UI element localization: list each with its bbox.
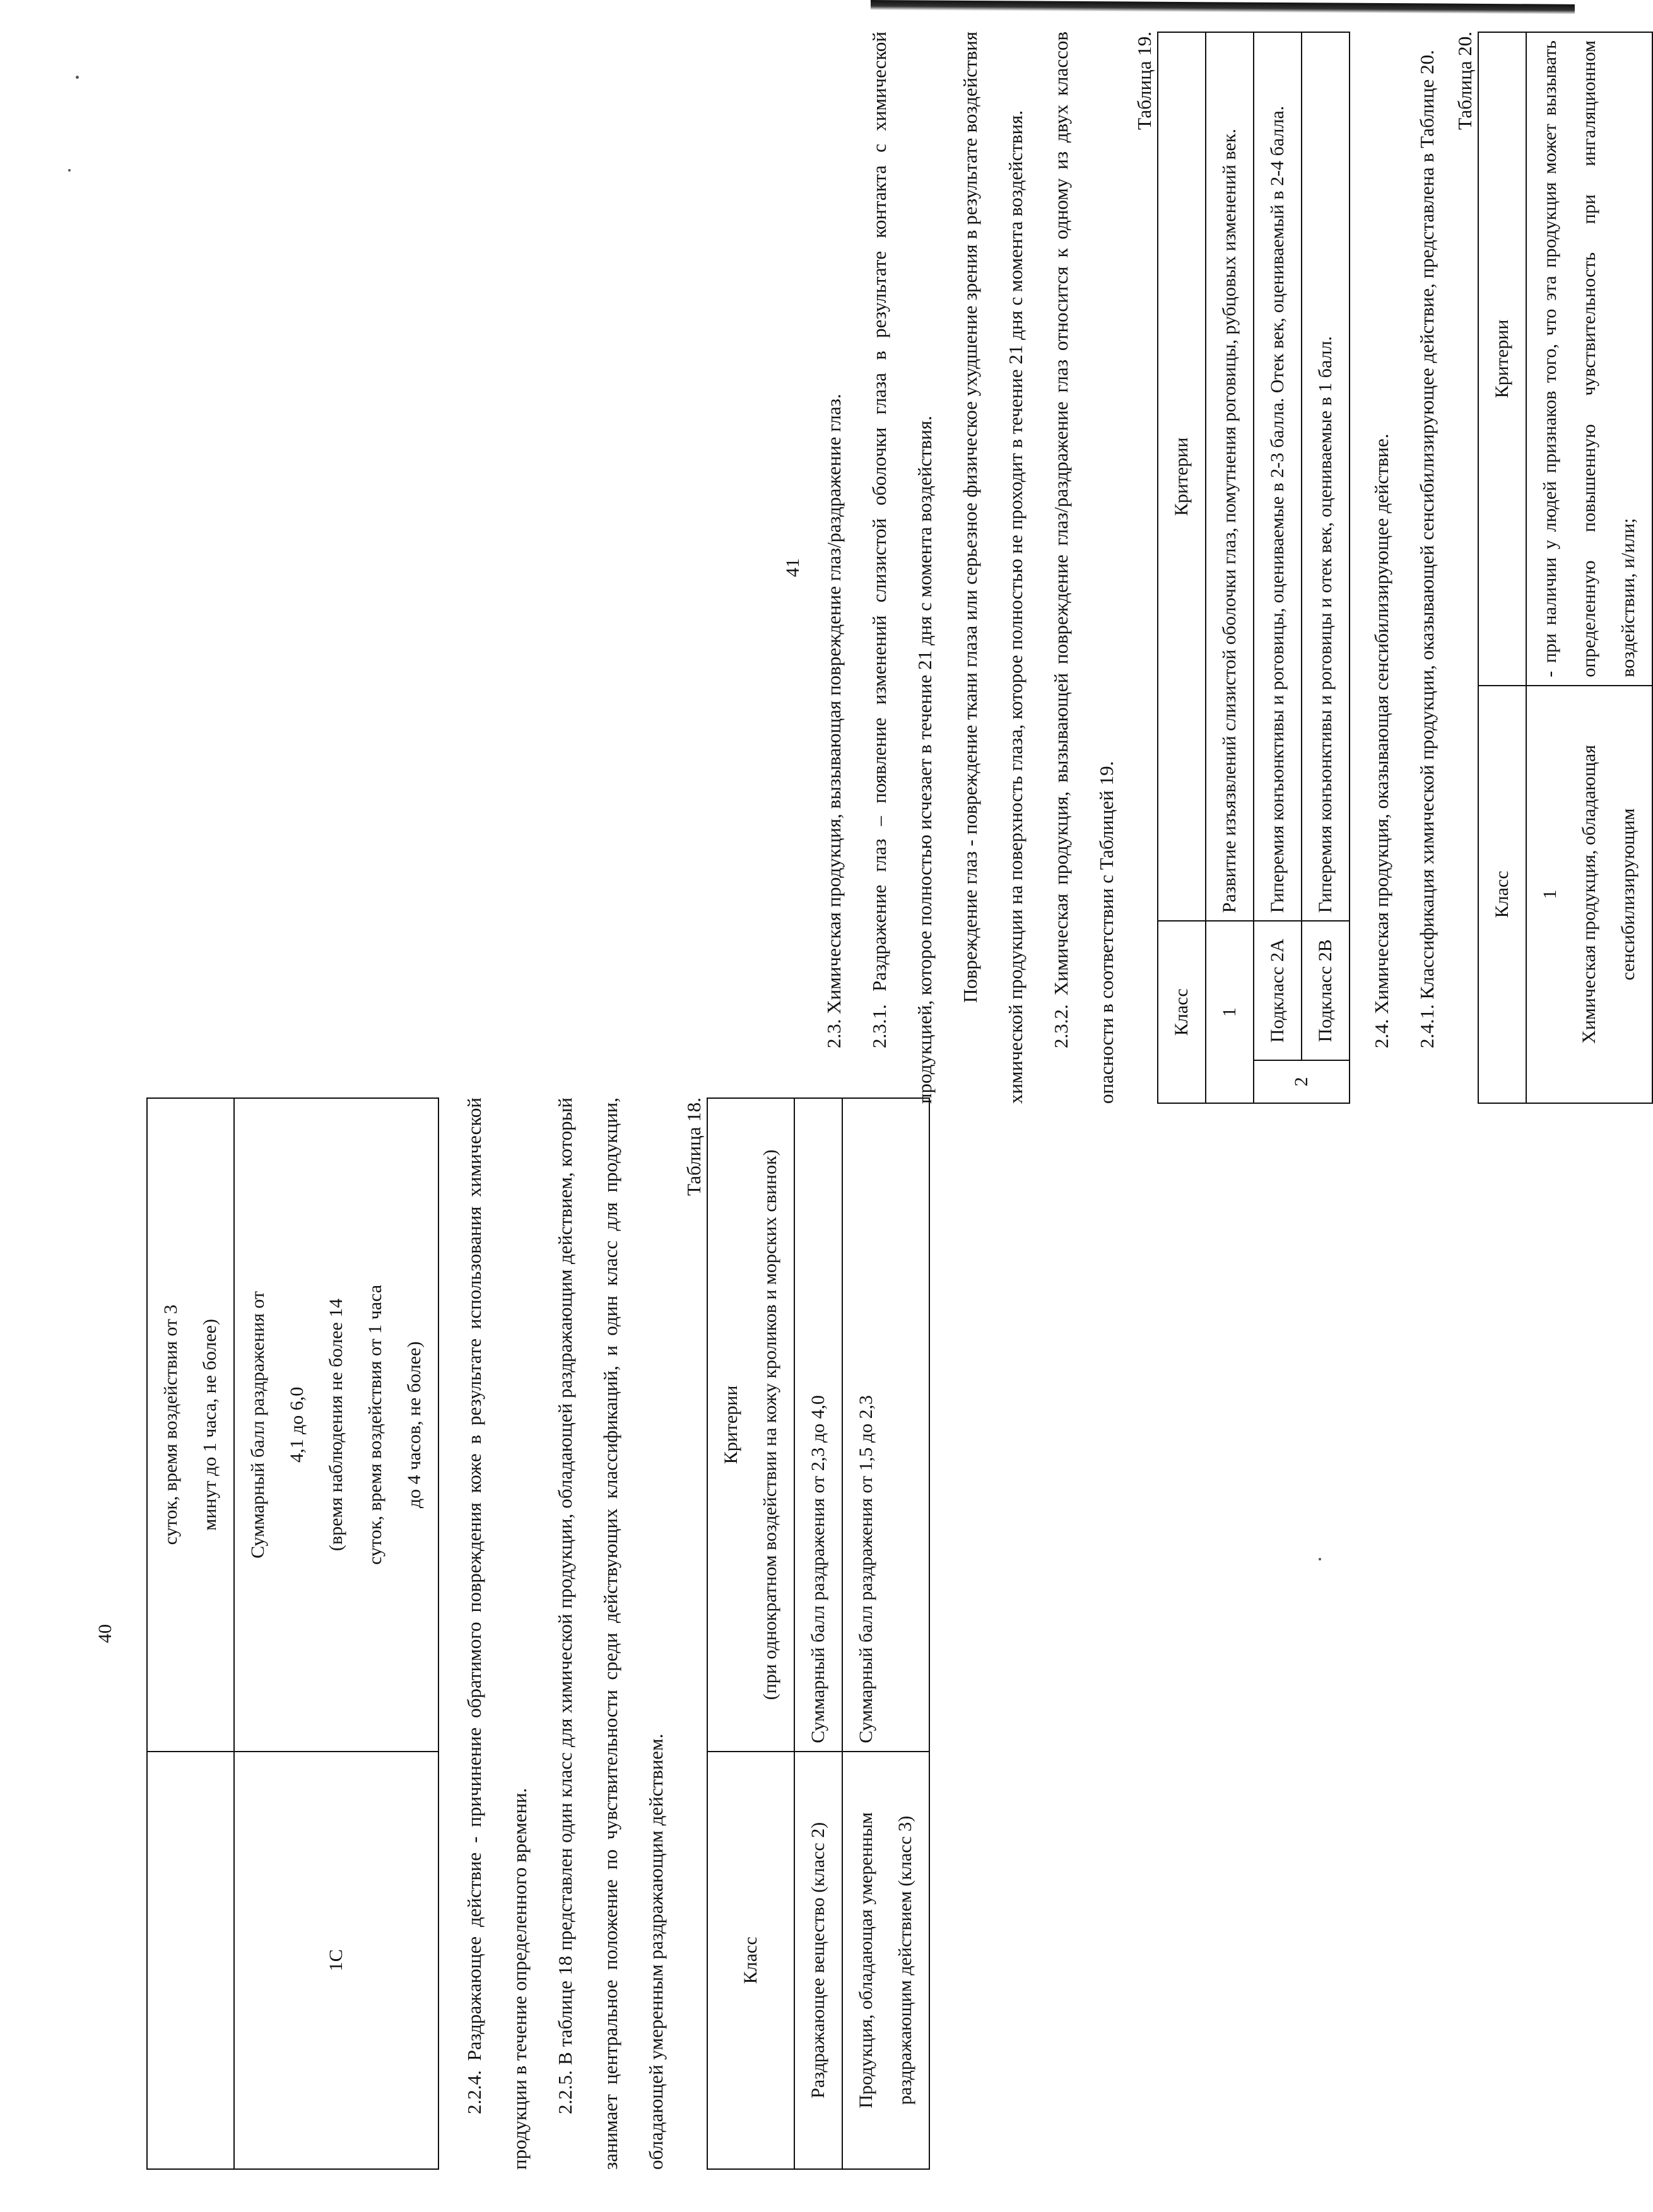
header-class: Класс — [1478, 686, 1526, 1103]
paragraph-2-2-5: 2.2.5. В таблице 18 представлен один класс для химической продукции, обладающей раздражающим действием, который занимает центральное положение по чувствительности среди действующих классификаций, и один класс для продукции, обладающей умеренным раздражающим действием. — [554, 1097, 667, 2170]
table-cell-criteria: - при наличии у людей признаков того, что эта продукция может вызывать определенную повышенную чувствительность при ингаляционном воздействии, и/или; — [1526, 32, 1652, 686]
table-cell-criteria: Гиперемия конъюнктивы и роговицы, оцениваемые в 2-3 балла. Отек век, оцениваемый в 2-4 балла. — [1254, 32, 1302, 921]
table-cell-class: Продукция, обладающая умеренным раздражающим действием (класс 3) — [842, 1752, 929, 2169]
paragraph-2-3-2: 2.3.2. Химическая продукция, вызывающей повреждение глаз/раздражение глаз относится к одному из двух классов опасности в соответствии с Таблицей 19. — [1050, 32, 1117, 1104]
table-20 — [1478, 32, 1653, 1104]
table-row — [794, 1098, 842, 2169]
table-row — [1206, 32, 1254, 1103]
header-class: Класс — [707, 1752, 794, 2169]
table-cell-criteria: Суммарный балл раздражения от 1,5 до 2,3 — [842, 1098, 929, 1752]
criteria-line: суток, время воздействия от 3 — [160, 1304, 181, 1545]
header-criteria — [707, 1098, 794, 1752]
criteria-line: Суммарный балл раздражения от — [247, 1290, 268, 1559]
table-cell-criteria — [147, 1098, 234, 1752]
paragraph-2-4: 2.4. Химическая продукция, оказывающая сенсибилизирующее действие. — [1370, 433, 1392, 1048]
table-19 — [1157, 32, 1350, 1104]
table-18 — [707, 1097, 930, 2170]
header-criteria: Критерии — [1158, 32, 1206, 921]
table-header-row — [1158, 32, 1206, 1103]
table-cell-class: Раздражающее вещество (класс 2) — [794, 1752, 842, 2169]
table-row — [147, 1098, 234, 2169]
header-criteria-title: Критерии — [721, 1385, 741, 1465]
header-class: Класс — [1158, 921, 1206, 1103]
table-18-caption: Таблица 18. — [683, 1097, 705, 1196]
table-row — [1302, 32, 1350, 1103]
scan-speck — [76, 76, 79, 79]
page-number: 41 — [782, 558, 803, 577]
table-cell-class: 1С — [234, 1752, 438, 2169]
paragraph-eye-damage: Повреждение глаз - повреждение ткани глаза или серьезное физическое ухудшение зрения в результате воздействия химической продукции на поверхность глаза, которое полностью не проходит в течение 21 дня с момента воздействия. — [959, 32, 1027, 1104]
criteria-line: 4,1 до 6,0 — [286, 1386, 307, 1463]
table-cell-criteria: Развитие изъязвлений слизистой оболочки глаз, помутнения роговицы, рубцовых изменений век. — [1206, 32, 1254, 921]
scan-edge-shadow — [871, 0, 1575, 15]
continued-table — [146, 1097, 439, 2170]
table-row — [1526, 32, 1652, 1103]
table-header-row — [707, 1098, 794, 2169]
criteria-line: суток, время воздействия от 1 часа — [365, 1284, 385, 1565]
page-40 — [95, 1097, 915, 2170]
table-19-caption: Таблица 19. — [1133, 32, 1155, 130]
criteria-line: минут до 1 часа, не более) — [199, 1319, 220, 1531]
table-row — [842, 1098, 929, 2169]
scan-speck — [1319, 1558, 1321, 1560]
table-row — [1254, 32, 1302, 1103]
scan-speck — [68, 169, 71, 172]
table-cell-subclass: Подкласс 2А — [1254, 921, 1302, 1060]
paragraph-2-3: 2.3. Химическая продукция, вызывающая повреждение глаз/раздражение глаз. — [823, 394, 845, 1048]
criteria-line: до 4 часов, не более) — [404, 1341, 425, 1509]
table-cell-class — [147, 1752, 234, 2169]
table-cell-criteria: Суммарный балл раздражения от 2,3 до 4,0 — [794, 1098, 842, 1752]
table-cell-class: 1 — [1206, 921, 1254, 1103]
table-cell-criteria: Гиперемия конъюнктивы и роговицы и отек век, оцениваемые в 1 балл. — [1302, 32, 1350, 921]
table-cell-criteria — [234, 1098, 438, 1752]
table-20-caption: Таблица 20. — [1454, 32, 1476, 130]
header-criteria: Критерии — [1478, 32, 1526, 686]
table-row — [234, 1098, 438, 2169]
class-description: Химическая продукция, обладающая сенсибилизирующим — [1579, 744, 1638, 1044]
table-header-row — [1478, 32, 1526, 1103]
paragraph-2-3-1: 2.3.1. Раздражение глаз – появление изменений слизистой оболочки глаза в результате контакта с химической продукцией, которое полностью исчезает в течение 21 дня с момента воздействия. — [868, 32, 936, 1104]
header-criteria-note: (при однократном воздействии на кожу кроликов и морских свинок) — [760, 1149, 780, 1700]
class-number: 1 — [1539, 889, 1560, 899]
criteria-line: (время наблюдения не более 14 — [326, 1298, 346, 1552]
page-41 — [782, 32, 1638, 1104]
table-cell-subclass: Подкласс 2В — [1302, 921, 1350, 1060]
paragraph-2-2-4: 2.2.4. Раздражающее действие - причинение обратимого повреждения коже в результате использования химической продукции в течение определенного времени. — [463, 1097, 531, 2170]
page-number: 40 — [95, 1624, 115, 1643]
paragraph-2-4-1: 2.4.1. Классификация химической продукции, оказывающей сенсибилизирующее действие, представлена в Таблице 20. — [1416, 50, 1438, 1048]
table-cell-class — [1526, 686, 1652, 1103]
table-cell-class-2: 2 — [1254, 1060, 1350, 1103]
